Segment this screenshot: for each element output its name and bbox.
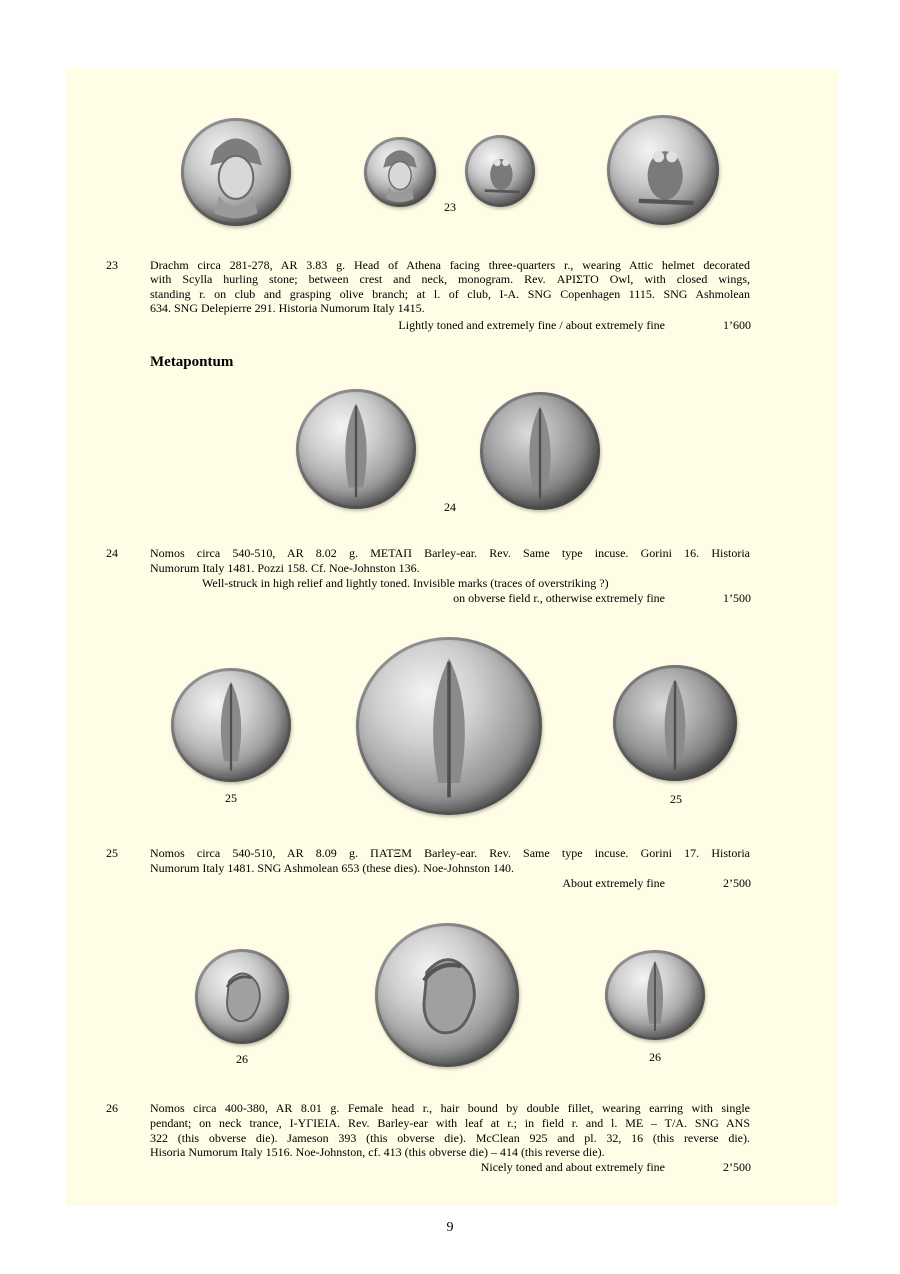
female-head-icon (375, 923, 519, 1067)
coin-26-reverse (605, 950, 705, 1040)
coin-26-obverse (195, 949, 289, 1044)
lot-number: 25 (106, 846, 118, 860)
barley-ear-icon (356, 637, 542, 815)
barley-ear-icon (605, 950, 705, 1040)
lot-description-line: with Scylla hurling stone; between crest and neck, monogram. Rev. ΑΡΙΣΤΟ Owl, with closed wings, (150, 272, 750, 286)
barley-ear-icon (480, 392, 600, 510)
lot-description-line: pendant; on neck trance, Ι-ΥΓΙΕΙΑ. Rev. Barley-ear with leaf at r.; in field r. and l. ΜΕ – Τ/Α. SNG ANS (150, 1116, 750, 1130)
page-number: 9 (446, 1220, 454, 1235)
lot-condition: Nicely toned and about extremely fine (480, 1160, 665, 1174)
coin-24-obverse (296, 389, 416, 509)
athena-head-icon (364, 137, 436, 207)
coin-23-obverse (364, 137, 436, 207)
lot-condition: Well-struck in high relief and lightly toned. Invisible marks (traces of overstriking ?) (202, 576, 609, 590)
coin-25-reverse (613, 665, 737, 781)
section-heading: Metapontum (150, 354, 234, 370)
figure-label: 26 (649, 1050, 661, 1064)
figure-label: 23 (444, 200, 456, 214)
coin-24-reverse (480, 392, 600, 510)
lot-description-line: 634. SNG Delepierre 291. Historia Numorum Italy 1415. (150, 301, 425, 315)
lot-description-line: Drachm circa 281-278, AR 3.83 g. Head of Athena facing three-quarters r., wearing Attic helmet decorated (150, 258, 750, 272)
coin-26-obverse-large (375, 923, 519, 1067)
lot-description-line: Hisoria Numorum Italy 1516. Noe-Johnston, cf. 413 (this obverse die) – 414 (this reverse die). (150, 1145, 605, 1159)
figure-label: 25 (225, 791, 237, 805)
coin-23-reverse-large (607, 115, 719, 225)
athena-head-icon (181, 118, 291, 226)
lot-description-line: Nomos circa 400-380, AR 8.01 g. Female head r., hair bound by double fillet, wearing earring with single (150, 1101, 750, 1115)
lot-condition: on obverse field r., otherwise extremely fine (453, 591, 665, 605)
lot-number: 24 (106, 546, 118, 560)
barley-ear-icon (613, 665, 737, 781)
lot-number: 23 (106, 258, 118, 272)
owl-icon (607, 115, 719, 225)
lot-condition: About extremely fine (562, 876, 665, 890)
figure-label: 25 (670, 792, 682, 806)
female-head-icon (195, 949, 289, 1044)
figure-label: 24 (444, 500, 456, 514)
lot-price: 1’500 (723, 591, 751, 605)
barley-ear-icon (171, 668, 291, 782)
lot-description-line: Numorum Italy 1481. Pozzi 158. Cf. Noe-Johnston 136. (150, 561, 420, 575)
lot-price: 2’500 (723, 876, 751, 890)
lot-price: 2’500 (723, 1160, 751, 1174)
lot-description-line: standing r. on club and grasping olive branch; at l. of club, Ι-Α. SNG Copenhagen 1115. SNG Ashmolean (150, 287, 750, 301)
lot-description-line: Nomos circa 540-510, AR 8.02 g. ΜΕΤΑΠ Barley-ear. Rev. Same type incuse. Gorini 16. Historia (150, 546, 750, 560)
coin-23-reverse (465, 135, 535, 207)
lot-price: 1’600 (723, 318, 751, 332)
lot-condition: Lightly toned and extremely fine / about extremely fine (398, 318, 665, 332)
lot-number: 26 (106, 1101, 118, 1115)
coin-23-obverse-large (181, 118, 291, 226)
barley-ear-icon (296, 389, 416, 509)
lot-description-line: Numorum Italy 1481. SNG Ashmolean 653 (these dies). Noe-Johnston 140. (150, 861, 514, 875)
lot-description-line: Nomos circa 540-510, AR 8.09 g. ΠΑΤΞΜ Barley-ear. Rev. Same type incuse. Gorini 17. Historia (150, 846, 750, 860)
lot-description-line: 322 (this obverse die). Jameson 393 (this obverse die). McClean 925 and pl. 32, 16 (this reverse die). (150, 1131, 750, 1145)
owl-icon (465, 135, 535, 207)
coin-25-obverse-large (356, 637, 542, 815)
coin-25-obverse (171, 668, 291, 782)
figure-label: 26 (236, 1052, 248, 1066)
